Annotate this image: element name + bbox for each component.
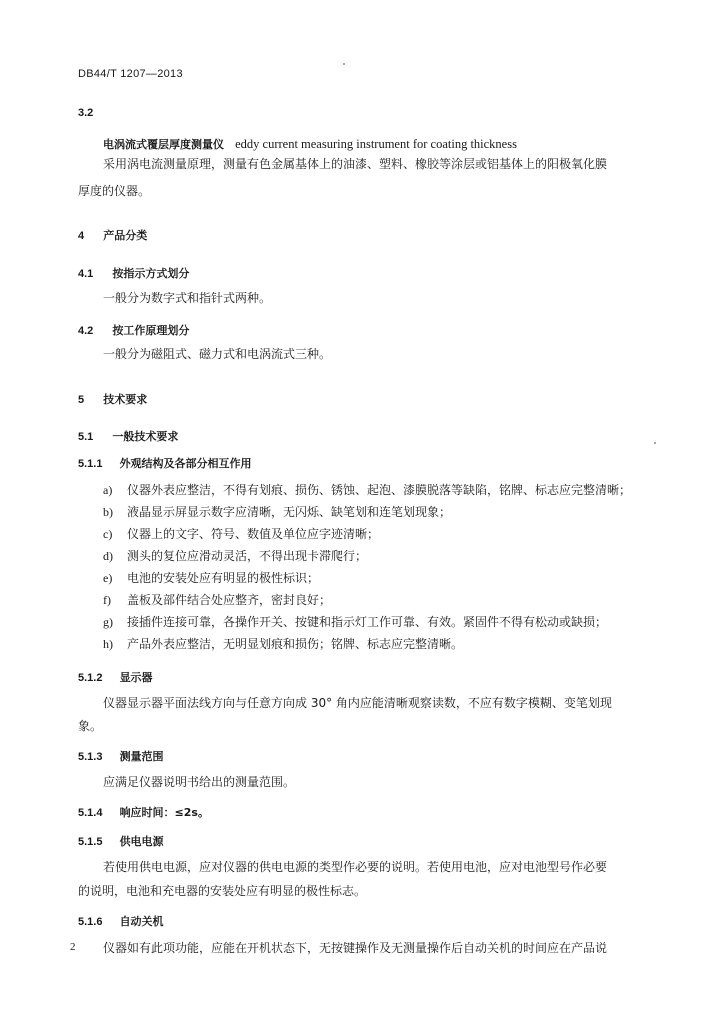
scan-speck [343,63,345,65]
term-line [103,133,517,152]
section-title: 外观结构及各部分相互作用 [119,457,252,470]
section-3-2-number: 3.2 [78,107,94,119]
list-item-letter: h) [103,637,113,651]
list-item [103,635,463,652]
list-item-letter: b) [103,505,113,519]
list-item-letter: f) [103,593,111,607]
section-number: 5.1.2 [78,672,103,684]
section-title: 自动关机 [119,915,164,928]
list-item [103,591,331,608]
section-4-heading [78,224,147,243]
section-number: 5.1.6 [78,916,103,928]
section-4-1-heading [78,262,189,281]
section-title: 按工作原理划分 [112,324,190,337]
list-item-text: 电池的安装处应有明显的极性标识； [127,571,320,585]
list-item [103,525,379,542]
section-title: 技术要求 [103,393,148,406]
definition-line-2: 厚度的仪器。 [78,184,151,198]
section-5-1-5-line-2: 的说明，电池和充电器的安装处应有明显的极性标志。 [78,884,367,898]
section-title: 显示器 [119,671,153,684]
section-number: 5.1 [78,431,94,443]
section-number: 4.2 [78,325,94,337]
term-english: eddy current measuring instrument for coating thickness [235,137,517,151]
list-item [103,547,367,564]
list-item-letter: a) [103,483,113,497]
section-title: 产品分类 [103,229,148,242]
section-title: 供电电源 [119,835,164,848]
list-item [103,503,451,520]
section-number: 5.1.1 [78,458,103,470]
section-title: 按指示方式划分 [112,267,190,280]
definition-line-1: 采用涡电流测量原理，测量有色金属基体上的油漆、塑料、橡胶等涂层或铝基体上的阳极氧化膜 [103,157,608,171]
list-item [103,569,319,586]
list-item-letter: g) [103,615,113,629]
section-5-1-5-line-1: 若使用供电电源，应对仪器的供电电源的类型作必要的说明。若使用电池，应对电池型号作必要 [103,860,608,874]
section-number: 5.1.3 [78,751,103,763]
list-item-text: 测头的复位应滑动灵活，不得出现卡滞爬行； [127,549,368,563]
term-chinese: 电涡流式覆层厚度测量仪 [103,138,224,151]
section-4-1-text: 一般分为数字式和指针式两种。 [103,291,272,305]
list-item-letter: d) [103,549,113,563]
section-5-1-1-heading [78,452,252,471]
section-number: 5 [78,394,85,406]
list-item-text: 接插件连接可靠，各操作开关、按键和指示灯工作可靠、有效。紧固件不得有松动或缺损； [127,615,608,629]
page-number: 2 [70,941,76,953]
section-title: 一般技术要求 [112,430,179,443]
list-item-text: 仪器上的文字、符号、数值及单位应字迹清晰； [127,527,380,541]
list-item-text: 产品外表应整洁，无明显划痕和损伤；铭牌、标志应完整清晰。 [127,637,464,651]
list-item [103,613,607,630]
list-item-text: 液晶显示屏显示数字应清晰，无闪烁、缺笔划和连笔划现象； [127,505,452,519]
section-5-heading [78,388,147,407]
section-5-1-2-heading [78,666,153,685]
section-5-1-6-heading [78,910,164,929]
section-5-1-heading [78,425,178,444]
section-4-2-text: 一般分为磁阻式、磁力式和电涡流式三种。 [103,347,332,361]
section-5-1-3-text: 应满足仪器说明书给出的测量范围。 [103,775,296,789]
section-title: 响应时间：≤2s。 [119,806,209,819]
scan-speck [654,442,656,444]
section-5-1-2-line-1: 仪器显示器平面法线方向与任意方向成 30° 角内应能清晰观察读数，不应有数字模糊、变笔划现 [103,696,612,710]
document-code-header: DB44/T 1207—2013 [78,68,183,80]
list-item [103,481,631,498]
section-number: 5.1.5 [78,836,103,848]
section-5-1-3-heading [78,745,164,764]
list-item-text: 仪器外表应整洁，不得有划痕、损伤、锈蚀、起泡、漆膜脱落等缺陷，铭牌、标志应完整清晰； [127,483,632,497]
section-5-1-4-heading [78,801,209,820]
section-5-1-5-heading [78,830,164,849]
list-item-letter: c) [103,527,113,541]
section-title: 测量范围 [119,750,164,763]
section-5-1-2-line-2: 象。 [78,719,103,733]
section-number: 4.1 [78,268,94,280]
section-number: 4 [78,230,85,242]
section-4-2-heading [78,319,189,338]
section-number: 5.1.4 [78,807,103,819]
list-item-letter: e) [103,571,113,585]
section-5-1-6-line-1: 仪器如有此项功能，应能在开机状态下，无按键操作及无测量操作后自动关机的时间应在产品说 [103,941,608,955]
list-item-text: 盖板及部件结合处应整齐，密封良好； [127,593,332,607]
